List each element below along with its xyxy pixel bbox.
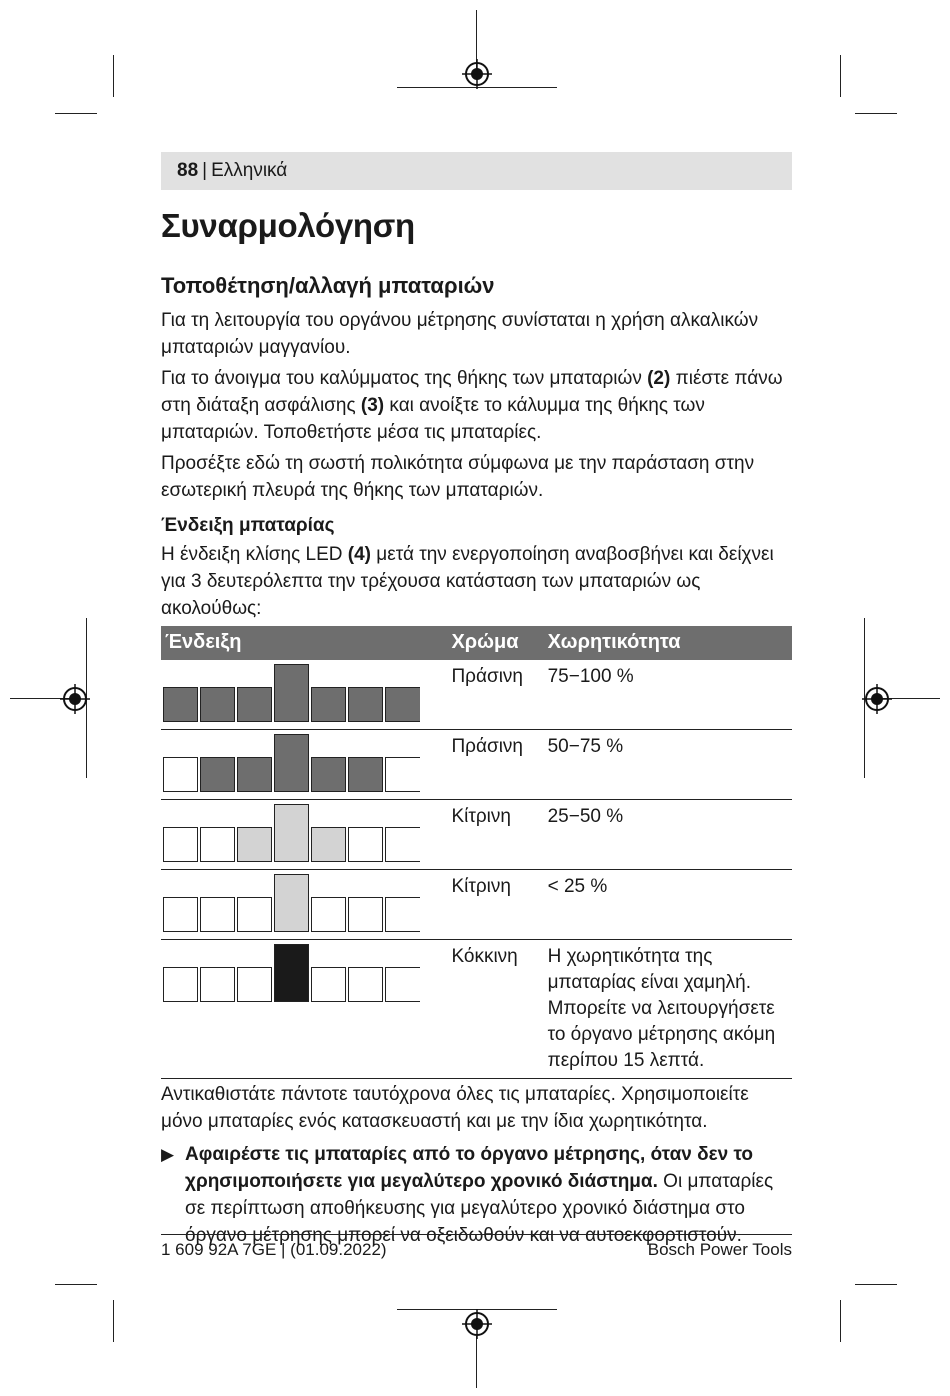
crop-mark (55, 1284, 97, 1285)
led-segment (311, 967, 346, 1002)
led-segment (348, 897, 383, 932)
column-header: Ένδειξη (161, 626, 447, 660)
led-segment (163, 897, 198, 932)
led-segment (200, 687, 235, 722)
led-segment (237, 757, 272, 792)
battery-indicator-table (161, 626, 792, 1080)
led-graphic-cell (161, 940, 447, 1079)
registration-mark-icon (462, 1309, 492, 1339)
led-segment (348, 757, 383, 792)
led-segment (274, 734, 309, 792)
paragraph: Αντικαθιστάτε πάντοτε ταυτόχρονα όλες τις μπαταρίες. Χρησιμοποιείτε μόνο μπαταρίες ενός κατασκευαστή και με την ίδια χωρητικότητα. (161, 1084, 749, 1133)
table-row (161, 730, 792, 800)
color-cell: Κίτρινη (447, 870, 543, 940)
led-graphic-cell (161, 870, 447, 940)
led-segment (311, 757, 346, 792)
led-segment (163, 967, 198, 1002)
text: μετά την ενεργοποίηση αναβοσβήνει και δείχνει για 3 δευτερόλεπτα την τρέχουσα κατάσταση των μπαταριών ως ακολούθως: (161, 543, 774, 619)
led-display (163, 874, 447, 932)
table-row (161, 660, 792, 730)
page-header (161, 152, 792, 190)
subsection-heading: Ένδειξη μπαταρίας (161, 515, 335, 537)
column-header: Χωρητικότητα (544, 626, 792, 660)
footer-right: Bosch Power Tools (647, 1240, 792, 1259)
led-graphic-cell (161, 660, 447, 730)
text: και ανοίξτε το κάλυμμα της θήκης των μπαταριών. Τοποθετήστε μέσα τις μπαταρίες. (161, 395, 705, 444)
led-segment (274, 944, 309, 1002)
led-display (163, 664, 447, 722)
capacity-cell: Η χωρητικότητα της μπαταρίας είναι χαμηλή. Μπορείτε να λειτουργήσετε το όργανο μέτρησης ακόμη περίπου 15 λεπτά. (544, 940, 792, 1079)
led-segment (237, 967, 272, 1002)
warning-bold: Αφαιρέστε τις μπαταρίες από το όργανο μέτρησης, όταν δεν το χρησιμοποιήσετε για μεγαλύτερο χρονικό διάστημα. (185, 1144, 754, 1193)
led-segment (274, 874, 309, 932)
capacity-cell: 25−50 % (544, 800, 792, 870)
header-separator: | (202, 160, 208, 181)
crop-mark (113, 55, 114, 97)
reference: (3) (360, 395, 385, 417)
crop-mark (840, 55, 841, 97)
led-segment (200, 967, 235, 1002)
crop-mark (55, 113, 97, 114)
led-graphic-cell (161, 730, 447, 800)
crop-mark (855, 113, 897, 114)
capacity-cell: 75−100 % (544, 660, 792, 730)
led-segment (348, 687, 383, 722)
paragraph (161, 365, 792, 446)
led-segment (200, 757, 235, 792)
table-row (161, 800, 792, 870)
table-row (161, 870, 792, 940)
page-footer (161, 1234, 792, 1260)
text: Για το άνοιγμα του καλύμματος της θήκης των μπαταριών (161, 368, 648, 390)
led-display (163, 804, 447, 862)
registration-mark-icon (462, 59, 492, 89)
capacity-cell: < 25 % (544, 870, 792, 940)
led-graphic-cell (161, 800, 447, 870)
paragraph: Προσέξτε εδώ τη σωστή πολικότητα σύμφωνα με την παράσταση στην εσωτερική πλευρά της θήκης των μπαταριών. (161, 453, 755, 502)
footer-left: 1 609 92A 7GE | (01.09.2022) (161, 1240, 387, 1259)
header-language: Ελληνικά (211, 160, 288, 181)
table-header-row (161, 626, 792, 660)
led-segment (237, 897, 272, 932)
crop-mark (476, 1336, 477, 1388)
text: Η ένδειξη κλίσης LED (161, 543, 348, 565)
paragraph: Για τη λειτουργία του οργάνου μέτρησης συνίσταται η χρήση αλκαλικών μπαταριών μαγγανίου. (161, 310, 759, 359)
led-segment (348, 827, 383, 862)
color-cell: Κόκκινη (447, 940, 543, 1079)
reference: (2) (647, 368, 671, 390)
bullet-arrow-icon: ▶ (161, 1145, 175, 1165)
page-number: 88 (177, 160, 199, 181)
led-segment (163, 827, 198, 862)
capacity-cell: 50−75 % (544, 730, 792, 800)
reference: (4) (347, 543, 372, 565)
registration-mark-icon (862, 684, 892, 714)
crop-mark (113, 1300, 114, 1342)
led-display (163, 944, 447, 1002)
led-segment (274, 664, 309, 722)
color-cell: Πράσινη (447, 660, 543, 730)
led-segment (237, 827, 272, 862)
led-segment (385, 967, 420, 1002)
color-cell: Πράσινη (447, 730, 543, 800)
led-display (163, 734, 447, 792)
crop-mark (840, 1300, 841, 1342)
led-segment (274, 804, 309, 862)
page-content (161, 206, 792, 1253)
color-cell: Κίτρινη (447, 800, 543, 870)
page-title: Συναρμολόγηση (161, 207, 415, 244)
led-segment (237, 687, 272, 722)
column-header: Χρώμα (447, 626, 543, 660)
led-segment (385, 827, 420, 862)
led-segment (163, 757, 198, 792)
registration-mark-icon (60, 684, 90, 714)
paragraph (161, 541, 792, 622)
led-segment (311, 827, 346, 862)
led-segment (200, 897, 235, 932)
led-segment (385, 687, 420, 722)
led-segment (385, 757, 420, 792)
text: πιέστε πάνω στη διάταξη ασφάλισης (161, 368, 783, 417)
text: Οι μπαταρίες σε περίπτωση αποθήκευσης για μεγαλύτερο χρονικό διάστημα στο όργανο μέτρησης μπορεί να οξειδωθούν και να αυτοεκφορτιστούν. (185, 1171, 774, 1247)
led-segment (163, 687, 198, 722)
led-segment (385, 897, 420, 932)
crop-mark (855, 1284, 897, 1285)
led-segment (311, 687, 346, 722)
table-row (161, 940, 792, 1079)
section-heading: Τοποθέτηση/αλλαγή μπαταριών (161, 272, 495, 298)
led-segment (200, 827, 235, 862)
led-segment (311, 897, 346, 932)
led-segment (348, 967, 383, 1002)
